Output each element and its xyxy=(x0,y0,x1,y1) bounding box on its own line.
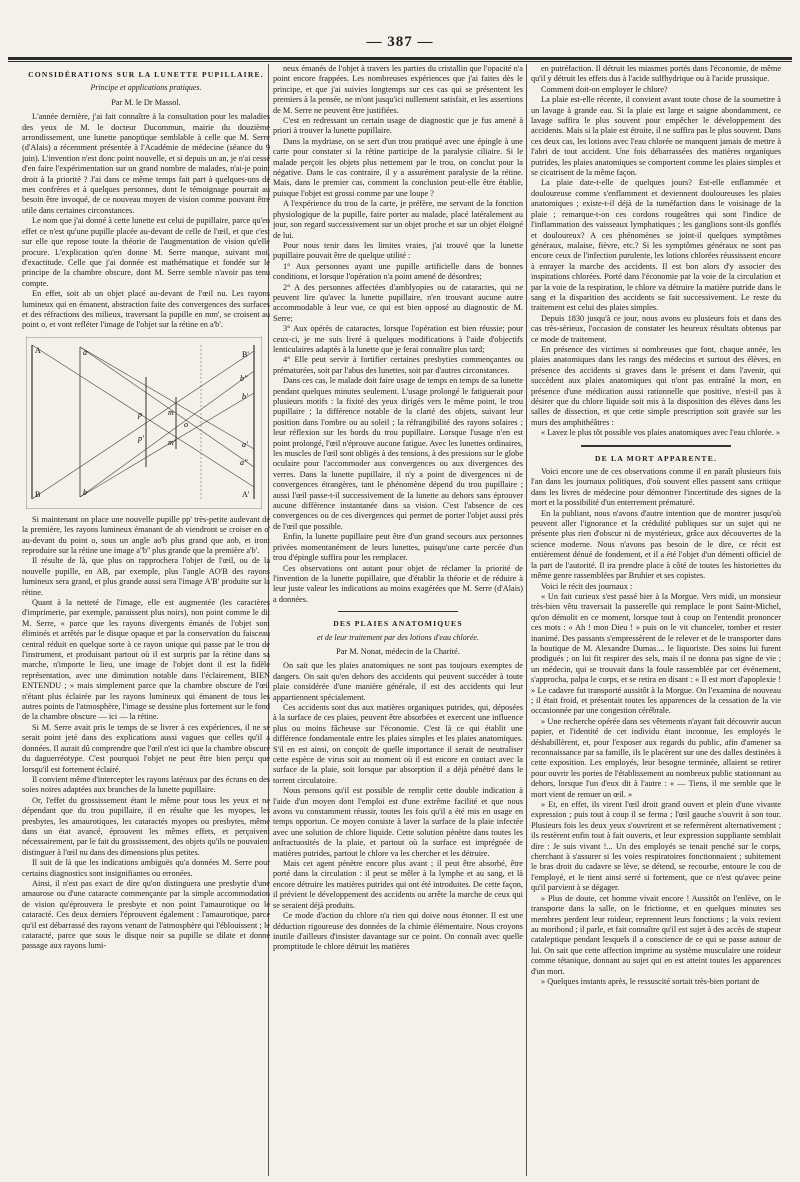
ray-line xyxy=(80,393,254,497)
paragraph: Comment doit-on employer le chlore? xyxy=(541,84,668,94)
paragraph: Il résulte de là, que plus on rapprochera l'objet de l'œil, ou de la nouvelle pupille, en AB, par exemple, plus l'angle AO'B des rayons lumineux sera grand, et plus grande aussi sera l'image A'B' produite sur la rétine. xyxy=(22,556,270,597)
page-number: — 387 — xyxy=(366,34,434,50)
label-o: o xyxy=(184,419,188,429)
paragraph: On sait que les plaies anatomiques ne sont pas toujours exemptes de dangers. On sait qu'en dehors des accidents qui peuvent succéder à toute plaie considérée d'une manière générale, il est des accidents qui leur appartiennent spécialement. xyxy=(273,661,523,702)
paragraph: Dans la mydriase, on se sert d'un trou pratiqué avec une épingle à une carte pour constater si la rétine participe de la paralysie ciliaire. Si le malade perçoit les objets plus nettement par le trou, on conclut pour la négative. Dans le cas contraire, il y a assurément paralysie de la rétine. Mais, dans le premier cas, comment la conclusion peut-elle être établie, puisque l'objet est grossi comme par une loupe ? xyxy=(273,136,523,198)
paragraph: » Et, en effet, ils virent l'œil droit grand ouvert et plein d'une vivante expression ; puis tout à coup il se ferma ; l'œil gauche s'ouvrit à son tour. Plusieurs fois les deux yeux s'ouvrirent et se refermèrent alternativement ; ils restèrent enfin tout à fait ouverts, et leur expression suppliante semblait dire : Je suis vivant !... Un des employés se tenait penché sur le corps, cherchant à s'assurer si les voies respiratoires fonctionnaient ; subitement le bras droit du cadavre se lève, se détend, se recourbe, entoure le cou de l'employé, et le tient ainsi serré si fortement, que ce n'est qu'avec peine qu'il parvient à se dégager. xyxy=(531,800,781,893)
paragraph: Voici le récit des journaux : xyxy=(541,581,633,591)
paragraph: Si maintenant on place une nouvelle pupille pp' très-petite audevant de la première, les rayons lumineux émanant de ab viendront se croiser en o' au-devant du point o, sous un angle ao'b plus grand que aob, et iront reproduire sur la rétine une image a''b'' plus grande que la première a'b'. xyxy=(22,514,270,555)
label-b: b xyxy=(83,487,87,497)
paragraph: » Quelques instants après, le ressuscité sortait très-bien portant de xyxy=(541,976,760,986)
article-author: Par M. Nonat, médecin de la Charité. xyxy=(336,646,460,656)
label-p: p xyxy=(138,409,142,419)
article-author: Par M. le Dr Massol. xyxy=(111,97,181,107)
label-a: a xyxy=(83,347,87,357)
column-3 xyxy=(531,64,781,1176)
section-separator xyxy=(581,444,731,448)
paragraph: Enfin, la lunette pupillaire peut être d'un grand secours aux personnes privées momentanément de leurs lunettes, puisqu'une carte percée d'un trou d'épingle suffira pour les remplacer. xyxy=(273,532,523,563)
article-subtitle: et de leur traitement par des lotions d'eau chlorée. xyxy=(317,632,479,642)
paragraph: A l'expérience du trou de la carte, je préfère, me servant de la fonction physiologique de la pupille, faire porter au malade, placé latéralement au jour, son regard successivement sur un objet proche et sur un objet éloigné de lui. xyxy=(273,199,523,240)
paragraph: « Lavez le plus tôt possible vos plaies anatomiques avec l'eau chlorée. » xyxy=(541,428,781,438)
label-a-double-prime: a'' xyxy=(240,457,248,467)
optics-diagram xyxy=(26,337,262,509)
paragraph: Il convient même d'intercepter les rayons latéraux par des écrans en des soies noires adaptées aux branches de la lunette pupillaire. xyxy=(22,774,270,795)
label-A: A xyxy=(35,345,41,355)
paragraph: Mais cet agent pénètre encore plus avant ; il peut être absorbé, être porté dans la circulation : il peut se mêler à la lymphe et au sang, et là encore détruire les matières putrides qui ont été introduites. De cette façon, il prévient le développement des accidents ou arrête la marche de ceux qui se seraient déjà produits. xyxy=(273,859,523,910)
label-a-prime: a' xyxy=(242,439,248,449)
ray-line xyxy=(32,345,254,487)
paragraph: Ces observations ont autant pour objet de réclamer la priorité de l'invention de la lunette pupillaire, que d'établir la théorie et de réduire à leur juste valeur les indications au moins exagérées que M. Serre (d'Alais) a données. xyxy=(273,563,523,604)
paragraph: Il suit de là que les indications ambiguës qu'a données M. Serre pour certains diagnostics sont insignifiantes ou erronées. xyxy=(22,858,270,878)
paragraph: La plaie date-t-elle de quelques jours? Est-elle enflammée et douloureuse comme s'enflamment et deviennent douloureuses les plaies anatomiques ; existe-t-il déjà de la tuméfaction dans le voisinage de la plaie ; remarque-t-on ces cordons rougeâtres qui sont l'indice de l'inflammation des vaisseaux lymphatiques ; les ganglions sont-ils gonflés et douloureux? A ces phénomènes se joint-il quelques symptômes généraux, malaise, fièvre, etc.? Si les symptômes généraux ne sont pas encore ceux de l'infection purulente, les lotions chlorées réussissent encore à enrayer la marche des accidents. Il est bon alors d'y associer des inspirations chlorées. Porté dans l'économie par la voie de la circulation et par la voie de la respiration, le chlore va détruire la matière putride dans le sang et la disparition des accidents se fait successivement. Le reste du traitement est celui des plaies simples. xyxy=(531,178,781,313)
paragraph: Depuis 1830 jusqu'à ce jour, nous avons eu plusieurs fois et dans des cas très-sérieux, l'occasion de constater les heureux résultats obtenus par ce mode de traitement. xyxy=(531,313,781,344)
paragraph: En présence des victimes si nombreuses que font, chaque année, les plaies anatomiques dans les rangs des médecins et surtout des élèves, en présence des accidents si graves dans le présent et dans l'avenir, qui succèdent aux plaies anatomiques qui n'ont pas entraîné la mort, en présence d'une médication aussi rationnelle que positive, n'est-il pas à désirer que du chlore liquide soit mis à la disposition des élèves dans les salles de dissection, et que cette simple prescription soit gravée sur les murs des amphithéâtres : xyxy=(531,344,781,427)
column-divider-2 xyxy=(526,64,527,1176)
paragraph: Or, l'effet du grossissement étant le même pour tous les yeux et ne dépendant que du trou pupillaire, il en résulte que les myopes, les presbytes, les amaurotiques, les cataractés myopes ou presbytes, même dans un état avancé, éprouvent les mêmes effets, et perçoivent nécessairement, par le fait du grossissement, des objets qu'ils ne pouvaient distinguer à l'œil nu dans des dimensions plus petites. xyxy=(22,795,270,857)
article-title: CONSIDÉRATIONS SUR LA LUNETTE PUPILLAIRE. xyxy=(28,70,264,79)
label-B: B xyxy=(35,489,41,499)
label-B-prime: B' xyxy=(242,349,249,359)
column-2 xyxy=(273,64,523,1176)
paragraph: Ce mode d'action du chlore n'a rien qui doive nous étonner. Il est une déduction rigoureuse des données de la chimie élémentaire. Nous croyons inutile d'ailleurs d'insister davantage sur ce point. On connaît avec quelle promptitude le chlore détruit les matières xyxy=(273,911,523,952)
paragraph: Si M. Serre avait pris le temps de se livrer à ces expériences, il ne se serait point jeté dans des explications aussi vagues que celles qu'il a données. Il aurait dû comprendre que l'œil n'est ici que la chambre obscure du daguerréotype. C'est pourquoi l'objet ne peut être bien perçu que lorsqu'il est fortement éclairé. xyxy=(22,722,270,774)
paragraph: C'est en redressant un certain usage de diagnostic que je fus amené à priori à trouver la lunette pupillaire. xyxy=(273,116,523,136)
label-m: m xyxy=(168,407,174,417)
paragraph: 1° Aux personnes ayant une pupille artificielle dans de bonnes conditions, et lorsque l'opération n'a point amené de désordres; xyxy=(273,261,523,282)
label-m-prime: m' xyxy=(168,437,176,447)
paragraph: » Une recherche opérée dans ses vêtements n'ayant fait découvrir aucun papier, et l'identité de cet individu étant inconnue, les employés le déshabillèrent, et, pour l'exposer aux regards du public, afin d'amener sa reconnaissance par sa famille, ils le placèrent sur une des dalles destinées à cette exposition. Les employés, leur besogne terminée, allaient se retirer pour ouvrir les portes de l'établissement au nombreux public stationnant au dehors, lorsque l'un d'eux dit à l'autre : « — Tiens, il me semble que le mort vient de remuer un œil. » xyxy=(531,716,781,799)
header-rule xyxy=(8,57,792,60)
label-b-double-prime: b'' xyxy=(240,373,248,383)
paragraph: en putréfaction. Il détruit les miasmes portés dans l'économie, de même qu'il y détruit les effets dus à l'acide sulfhydrique ou à l'acide prussique. xyxy=(531,64,781,84)
paragraph: Nous pensons qu'il est possible de remplir cette double indication à l'aide d'un moyen dont l'emploi est d'une extrême facilité et que nous avons vu constamment réussir, toutes les fois qu'il a été mis en usage en temps opportun. Ce moyen consiste à laver la surface de la plaie infectée avec une solution de chlore liquide. Cette solution pénètre dans toutes les anfractuosités de la plaie, et partout où la surface est imprégnée de matières putrides, partout le chlore va les chercher et les détruire. xyxy=(273,786,523,858)
paragraph: Dans ces cas, le malade doit faire usage de temps en temps de sa lunette pendant quelques minutes seulement. L'usage prolongé le fatiguerait pour plusieurs motifs : la fixité des yeux dirigés vers le même point, le trou pupillaire ; la différence notable de la clarté des objets, suivant leur position dans l'ombre ou au soleil ; la réfrangibilité des rayons solaires ; leur réflexion sur les bords du trou pupillaire. Lorsque l'usage n'en est point prolongé, l'œil n'éprouve aucune fatigue. Avec les lunettes ordinaires, les muscles de l'œil sont obligés à des tensions, à des pressions sur le globe oculaire pour l'accommoder aux convergences ou aux divergences des verres. Dans la lunette pupillaire, il n'y a point de divergences ni de convergences étrangères, tant le phénomène dépend du trou pupillaire ; aussi l'œil passe-t-il successivement de la lunette au dehors sans éprouver aucune différence instantanée dans sa vision. C'est l'absence de ces convergences ou de ces divergences qui permet de porter l'objet aussi près de l'œil que possible. xyxy=(273,376,523,531)
label-A-prime: A' xyxy=(242,489,250,499)
paragraph: L'année dernière, j'ai fait connaître à la consultation pour les maladies des yeux de M. le docteur Ducommun, mairie du douzième arrondissement, une lunette panoptique semblable à celle que M. Serre (d'Alais) a récemment présentée à l'Académie de médecine (séance du 9 juin). L'invention n'est donc point nouvelle, et si depuis un an, je n'ai cessé d'en faire l'expérimentation sur un grand nombre de malades, n'ai-je point droit à la priorité ? J'ai dans ce même temps fait part à quelques-uns de mes confrères et à quelques personnes, dont le témoignage pourrait au besoin être invoqué, de ce nouveau moyen de vision comme pouvant être utile dans certaines circonstances. xyxy=(22,112,270,215)
paragraph: Pour nous tenir dans les limites vraies, j'ai trouvé que la lunette pupillaire pouvait être de quelque utilité : xyxy=(273,240,523,261)
paragraph: Ainsi, il n'est pas exact de dire qu'on distinguera une presbytie d'une amaurose ou d'une cataracte commençante par la simple accommodation de vision qu'éprouvera le presbyte et non point l'amaurotique ou le cataracté. Ces deux derniers l'éprouvent également : l'amaurotique, parce qu'il est débarrassé des rayons venant de l'atmosphère qui l'éblouissent ; le cataracté, parce que sous le disque noir sa pupille se dilate et donne passage aux rayons lumi- xyxy=(22,878,270,951)
paragraph: Le nom que j'ai donné à cette lunette est celui de pupillaire, parce qu'en effet ce n'est qu'une pupille placée au-devant de celle de l'œil, et que c'est sur elle que repose toute la théorie de l'augmentation de vision qu'elle procure. L'explication qu'en donne M. Serre manque, suivant moi, d'exactitude. Celle que j'ai donnée est mathématique et fondée sur le principe de la chambre obscure, dont M. Serre semble n'avoir pas tenu compte. xyxy=(22,216,270,288)
paragraph: Voici encore une de ces observations comme il en paraît plusieurs fois l'an dans les journaux politiques, d'où souvent elles passent sans critique dans les livres de médecine pour démontrer l'incertitude des signes de la mort et la possibilité d'un enterrement prématuré. xyxy=(531,467,781,508)
article-title: DE LA MORT APPARENTE. xyxy=(594,453,718,463)
paragraph: 2° A des personnes affectées d'amblyopies ou de cataractes, qui ne peuvent lire qu'avec la lunette pupillaire, n'en trouvant aucune autre accommodable à leur vue, ce qui est bien opposé au diagnostic de M. Serre; xyxy=(273,282,523,323)
header-rule-thin xyxy=(8,61,792,62)
article-subtitle: Principe et applications pratiques. xyxy=(90,83,202,93)
paragraph: En effet, soit ab un objet placé au-devant de l'œil nu. Les rayons lumineux qui en émanent, abstraction faite des convergences des surfaces et des réfractions des milieux, traversant la pupille en mm', se croisent au point o, et vont refléter l'image de l'objet sur la rétine en a'b'. xyxy=(22,289,270,330)
paragraph: « Un fait curieux s'est passé hier à la Morgue. Vers midi, un monsieur très-bien vêtu traversait la passerelle qui remplace le pont Saint-Michel, qu'on démolit en ce moment, lorsque tout à coup on l'entendit prononcer ces mots : « Ah ! mon Dieu ! » puis on le vit chanceler, tomber et rester inanimé. Des passants s'empressèrent de le relever et de le transporter dans la boutique de M. Alexandre Dumas.... le liquoriste. Des soins lui furent prodigués ; on lui fit respirer des sels, mais il ne donna pas signe de vie ; un médecin, qui se trouvait dans la foule rassemblée par cet événement, s'approcha, palpa le corps, et se retira en disant : « Il est mort d'apoplexie ! » Le cadavre fut transporté aussitôt à la Morgue. On l'examina de nouveau ; il était froid, et présentait toutes les apparences de la cessation de la vie occasionnée par une congestion cérébrale. xyxy=(531,591,781,716)
ray-line xyxy=(32,351,254,499)
column-1 xyxy=(22,64,270,1176)
section-separator xyxy=(338,610,458,613)
paragraph: Quant à la netteté de l'image, elle est augmentée (les caractères d'imprimerie, par exemple, paraissent plus noirs), non point comme le dit M. Serre, « parce que les rayons divergents émanés de l'objet sont éliminés et arrêtés par le disque opaque et par la conservation du faisceau central réduit en quelque sorte à ce rayon unique qui passe par le trou de l'instrument, et produisant partout où il est surpris par la rétine dans sa marche, n'importe le lieu, une image de l'objet dont il est la fidèle représentation, avec une diminution notable dans l'éclairement, BIEN ENTENDU ; » mais simplement parce que la chambre obscure de l'œil n'étant plus éclairée par les rayons lumineux qui émanent de tous les autres points de l'atmosphère, l'image se dessine plus fortement sur le fond de la chambre obscure — ici — la rétine. xyxy=(22,598,270,722)
ray-line xyxy=(80,347,254,467)
article-title: DES PLAIES ANATOMIQUES xyxy=(333,619,463,629)
paragraph: Ces accidents sont dus aux matières organiques putrides, qui, déposées à la surface de ces plaies, peuvent être absorbées et exercent une influence plus ou moins fâcheuse sur l'économie. C'est là ce qui établit une différence fondamentale entre les plaies simples et les plaies anatomiques. S'il en est ainsi, on conçoit de quelle importance il serait de neutraliser cette espèce de virus soit au moment où il est encore en contact avec la surface de la plaie, soit lorsque par absorption il a déjà pénétré dans le torrent circulatoire. xyxy=(273,702,523,785)
diagram-frame xyxy=(26,337,262,509)
label-p-prime: p' xyxy=(138,433,144,443)
paragraph: La plaie est-elle récente, il convient avant toute chose de la soumettre à un lavage à grande eau. Si la plaie est large et saigne abondamment, ce lavage suffira le plus souvent pour empêcher le développement des accidents. Mais si la plaie est étroite, il ne suffira pas le plus souvent. Dans ces deux cas, les lotions avec l'eau chlorée ne manquent jamais de mettre à l'abri de tout accident. Une fois débarrassées des matières organiques putrides, les plaies anatomiques se comportent comme les plaies simples et se cicatrisent de la même façon. xyxy=(531,95,781,178)
label-b-prime: b' xyxy=(242,391,248,401)
paragraph: » Plus de doute, cet homme vivait encore ! Aussitôt on l'enlève, on le transporte dans la salle, on le frictionne, et en quelques minutes ses membres perdent leur roideur, reprennent leurs fonctions ; la voix revient au moribond ; il parle, et fait connaître qu'il est sujet à des accès de stupeur cataleptique pendant lesquels il a conscience de ce qui se passe autour de lui. On sait que cette affection imprime au système musculaire une roideur comme tétanique, donnant au sujet qui en est atteint toutes les apparences d'un mort. xyxy=(531,893,781,976)
paragraph: 3° Aux opérés de cataractes, lorsque l'opération est bien réussie; pour ceux-ci, je me suis livré à quelques modifications à l'aide d'objectifs lenticulaires adaptés à la lunette que je ferai connaître plus tard; xyxy=(273,324,523,354)
paragraph: En la publiant, nous n'avons d'autre intention que de montrer jusqu'où peuvent aller l'ignorance et la crédulité publiques sur un sujet qui ne présente plus rien d'obscur ni de mystérieux, grâce aux découvertes de la science moderne. Nous n'avons pas besoin de le dire, ce récit est entièrement dénué de fondement, et il a été l'objet d'un démenti officiel de la part de l'autorité. Il ira prendre place à côté de toutes les historiettes du même genre rassemblées par Bruhier et ses copistes. xyxy=(531,508,781,581)
paragraph: 4° Elle peut servir à fortifier certaines presbyties commençantes ou prématurées, soit par l'abus des lunettes, soit par d'autres circonstances. xyxy=(273,355,523,375)
paragraph: neux émanés de l'objet à travers les parties du cristallin que l'opacité n'a point encore frappées. Les nombreuses expériences que j'ai faites dès le principe, et que j'ai suivies longtemps sur ces cas qui se présentent les premiers à la pensée, ne m'ont jusqu'ici nullement satisfait, et les assertions de M. Serre ne peuvent être justifiées. xyxy=(273,64,523,115)
